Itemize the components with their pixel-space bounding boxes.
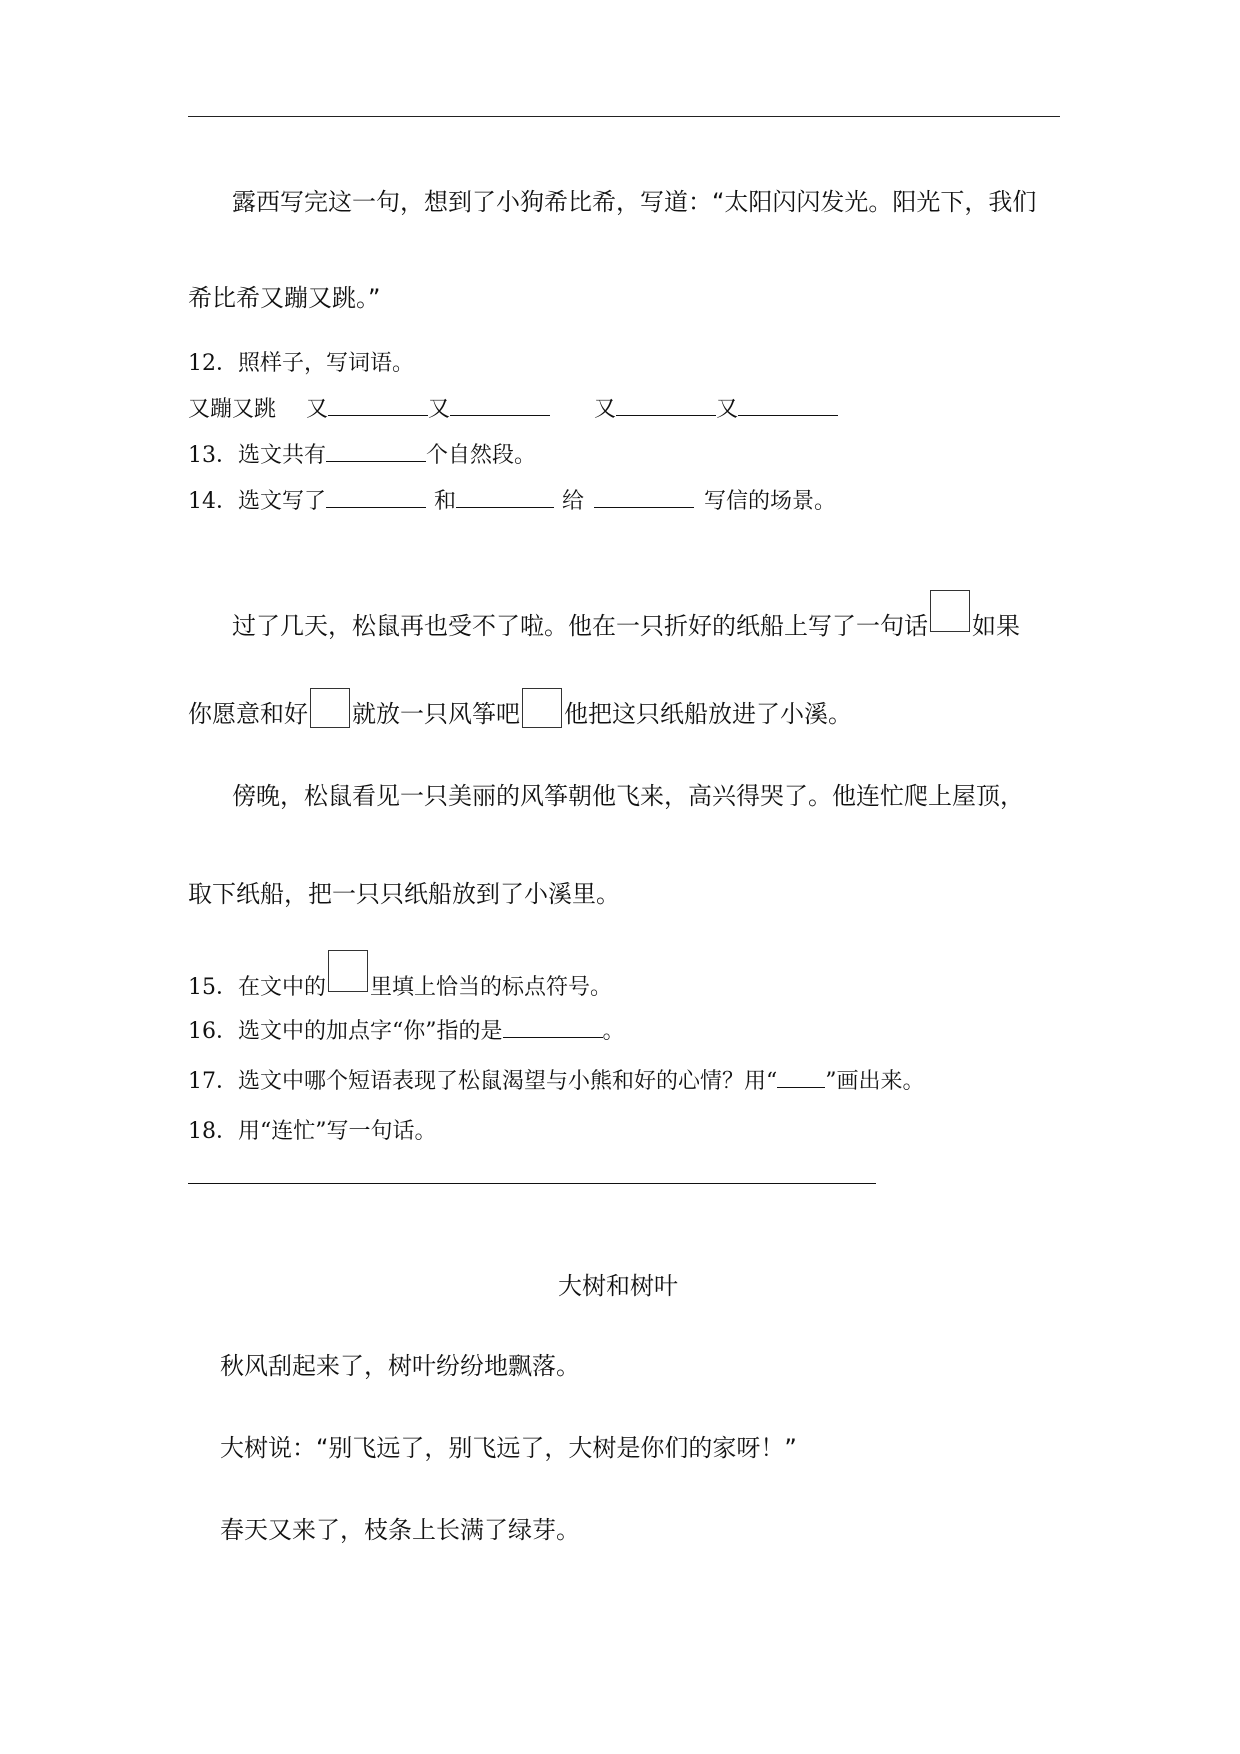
question-number: 14． (188, 489, 238, 514)
question-number: 18． (188, 1119, 238, 1144)
answer-blank[interactable] (326, 439, 426, 462)
answer-blank[interactable] (456, 485, 554, 508)
punctuation-box[interactable] (522, 688, 562, 728)
passage1-line1: 露西写完这一句，想到了小狗希比希，写道：“太阳闪闪发光。阳光下，我们 (232, 188, 1037, 216)
passage2-line2: 你愿意和好 就放一只风筝吧 他把这只纸船放进了小溪。 (188, 688, 852, 729)
question-text: 照样子，写词语。 (238, 351, 415, 376)
passage2-line1: 过了几天，松鼠再也受不了啦。他在一只折好的纸船上写了一句话 如果 (232, 590, 1020, 641)
punctuation-box-sample (328, 950, 368, 992)
passage3-title: 大树和树叶 (558, 1272, 678, 1300)
punctuation-box[interactable] (930, 590, 970, 632)
underline-sample (777, 1065, 825, 1088)
passage2-line3: 傍晚，松鼠看见一只美丽的风筝朝他飞来，高兴得哭了。他连忙爬上屋顶， (232, 782, 1024, 810)
question-number: 12． (188, 351, 238, 376)
question-number: 17． (188, 1069, 238, 1094)
question-15: 15．在文中的 里填上恰当的标点符号。 (188, 950, 612, 1001)
punctuation-box[interactable] (310, 688, 350, 728)
question-14: 14．选文写了 和 给 写信的场景。 (188, 484, 836, 515)
example-word: 又蹦又跳 (188, 397, 277, 422)
passage1-line2: 希比希又蹦又跳。” (188, 284, 381, 312)
passage3-paragraph-3: 春天又来了，枝条上长满了绿芽。 (220, 1516, 580, 1544)
question-17: 17．选文中哪个短语表现了松鼠渴望与小熊和好的心情？用“ ”画出来。 (188, 1064, 925, 1095)
question-13: 13．选文共有 个自然段。 (188, 438, 536, 469)
answer-blank[interactable] (616, 393, 716, 416)
answer-blank[interactable] (328, 393, 428, 416)
answer-blank[interactable] (326, 485, 426, 508)
question-number: 16． (188, 1019, 238, 1044)
question-number: 15． (188, 975, 238, 1000)
answer-blank[interactable] (503, 1015, 603, 1038)
question-16: 16．选文中的加点字“你”指的是 。 (188, 1014, 625, 1045)
question-18: 18．用“连忙”写一句话。 (188, 1119, 437, 1144)
answer-blank[interactable] (450, 393, 550, 416)
question-12-answer-row: 又蹦又跳 又 又 又 又 (188, 392, 838, 423)
question-12 (188, 346, 414, 377)
passage3-paragraph-2: 大树说：“别飞远了，别飞远了，大树是你们的家呀！” (220, 1434, 797, 1462)
answer-blank[interactable] (594, 485, 694, 508)
passage3-paragraph-1: 秋风刮起来了，树叶纷纷地飘落。 (220, 1352, 580, 1380)
answer-line[interactable] (188, 1183, 876, 1184)
top-rule (188, 116, 1060, 117)
answer-blank[interactable] (738, 393, 838, 416)
question-number: 13． (188, 443, 238, 468)
passage2-line4: 取下纸船，把一只只纸船放到了小溪里。 (188, 880, 620, 908)
